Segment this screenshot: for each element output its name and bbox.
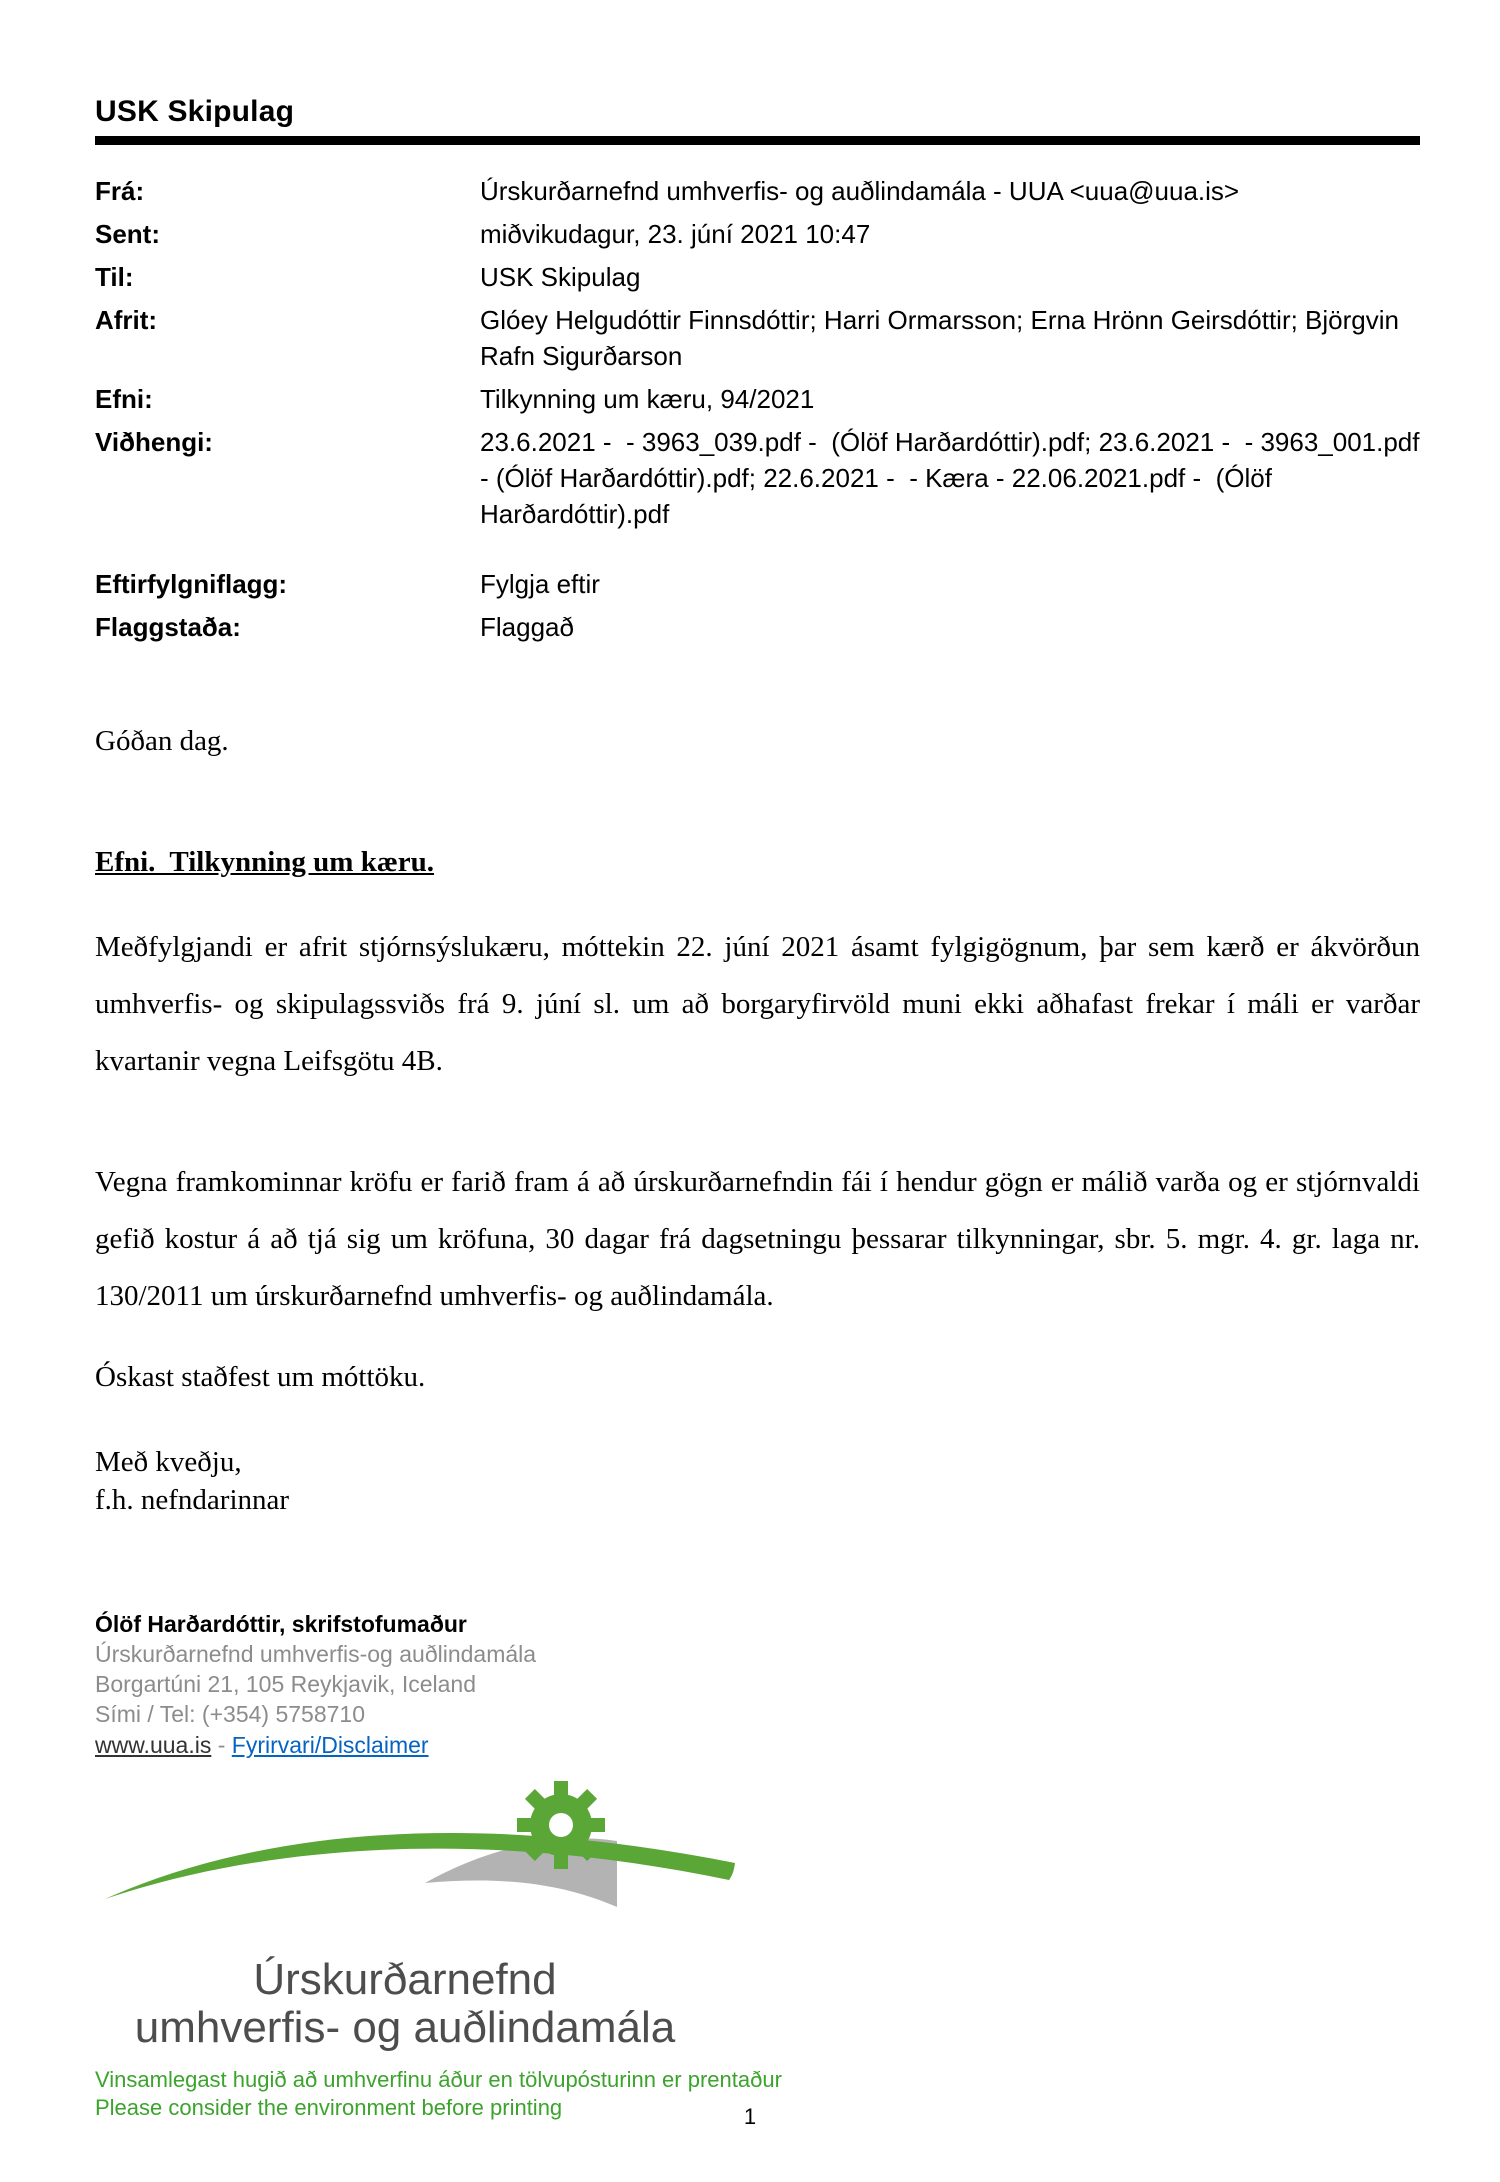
field-label-attachments: Viðhengi: (95, 427, 213, 457)
field-label-from: Frá: (95, 176, 145, 206)
body-paragraph-1: Meðfylgjandi er afrit stjórnsýslukæru, móttekin 22. júní 2021 ásamt fylgigögnum, þar sem kærð er ákvörðun umhverfis- og skipulagssviðs frá 9. júní sl. um að borgaryfirvöld muni ekki aðhafast frekar í máli er varðar kvartanir vegna Leifsgötu 4B. (95, 931, 1420, 1077)
link-separator: - (217, 1732, 226, 1758)
field-value-attachments: 23.6.2021 - - 3963_039.pdf - (Ólöf Harðardóttir).pdf; 23.6.2021 - - 3963_001.pdf - (Ólöf Harðardóttir).pdf; 22.6.2021 - - Kæra - 22.06.2021.pdf - (Ólöf Harðardóttir).pdf (480, 427, 1427, 529)
field-label-subject: Efni: (95, 384, 153, 414)
signature-organization: Úrskurðarnefnd umhverfis-og auðlindamála (95, 1641, 537, 1667)
website-link[interactable]: www.uua.is (95, 1732, 212, 1758)
field-label-sent: Sent: (95, 219, 160, 249)
field-value-sent: miðvikudagur, 23. júní 2021 10:47 (480, 219, 871, 249)
field-value-to: USK Skipulag (480, 262, 641, 292)
greeting-text: Góðan dag. (95, 725, 229, 757)
page-number: 1 (743, 2104, 757, 2129)
field-label-cc: Afrit: (95, 305, 158, 335)
field-value-flag-status: Flaggað (480, 612, 574, 642)
logo-wordmark (95, 1956, 715, 2052)
disclaimer-link[interactable]: Fyrirvari/Disclaimer (231, 1732, 429, 1758)
signature-links-row (95, 1729, 1420, 1761)
closing-line-2: f.h. nefndarinnar (95, 1484, 290, 1516)
signature-name: Ólöf Harðardóttir, skrifstofumaður (95, 1611, 467, 1637)
header-divider (95, 136, 1420, 145)
closing-line-1: Með kveðju, (95, 1446, 242, 1478)
environment-note-english: Please consider the environment before printing (95, 2095, 563, 2120)
field-value-cc: Glóey Helgudóttir Finnsdóttir; Harri Ormarsson; Erna Hrönn Geirsdóttir; Björgvin Rafn Sigurðarson (480, 305, 1407, 371)
email-flag-fields (95, 566, 1420, 645)
email-header-fields (95, 173, 1427, 532)
organization-logo (95, 1779, 745, 2052)
signature-phone: Sími / Tel: (+354) 5758710 (95, 1701, 365, 1727)
subject-heading: Efni. Tilkynning um kæru. (95, 846, 435, 878)
body-paragraph-2: Vegna framkominnar kröfu er farið fram á að úrskurðarnefndin fái í hendur gögn er málið varða og er stjórnvaldi gefið kostur á að tjá sig um kröfuna, 30 dagar frá dagsetningu þessarar tilkynningar, sbr. 5. mgr. 4. gr. laga nr. 130/2011 um úrskurðarnefnd umhverfis- og auðlindamála. (95, 1166, 1420, 1312)
field-label-flag-status: Flaggstaða: (95, 612, 241, 642)
signature-block (95, 1609, 1420, 2122)
closing-block (95, 1443, 1420, 1519)
recipient-header-title: USK Skipulag (95, 95, 295, 128)
field-label-followup-flag: Eftirfylgniflagg: (95, 569, 288, 599)
body-paragraph-3: Óskast staðfest um móttöku. (95, 1361, 426, 1393)
field-value-followup-flag: Fylgja eftir (480, 569, 600, 599)
logo-wordmark-line-1: Úrskurðarnefnd (253, 1955, 557, 2004)
field-label-to: Til: (95, 262, 134, 292)
field-value-from: Úrskurðarnefnd umhverfis- og auðlindamála - UUA <uua@uua.is> (480, 176, 1240, 206)
logo-swoosh-gear-icon (95, 1779, 745, 1949)
environment-note-icelandic: Vinsamlegast hugið að umhverfinu áður en tölvupósturinn er prentaður (95, 2067, 782, 2092)
signature-address: Borgartúni 21, 105 Reykjavik, Iceland (95, 1671, 476, 1697)
logo-wordmark-line-2: umhverfis- og auðlindamála (134, 2003, 676, 2052)
field-value-subject: Tilkynning um kæru, 94/2021 (480, 384, 815, 414)
